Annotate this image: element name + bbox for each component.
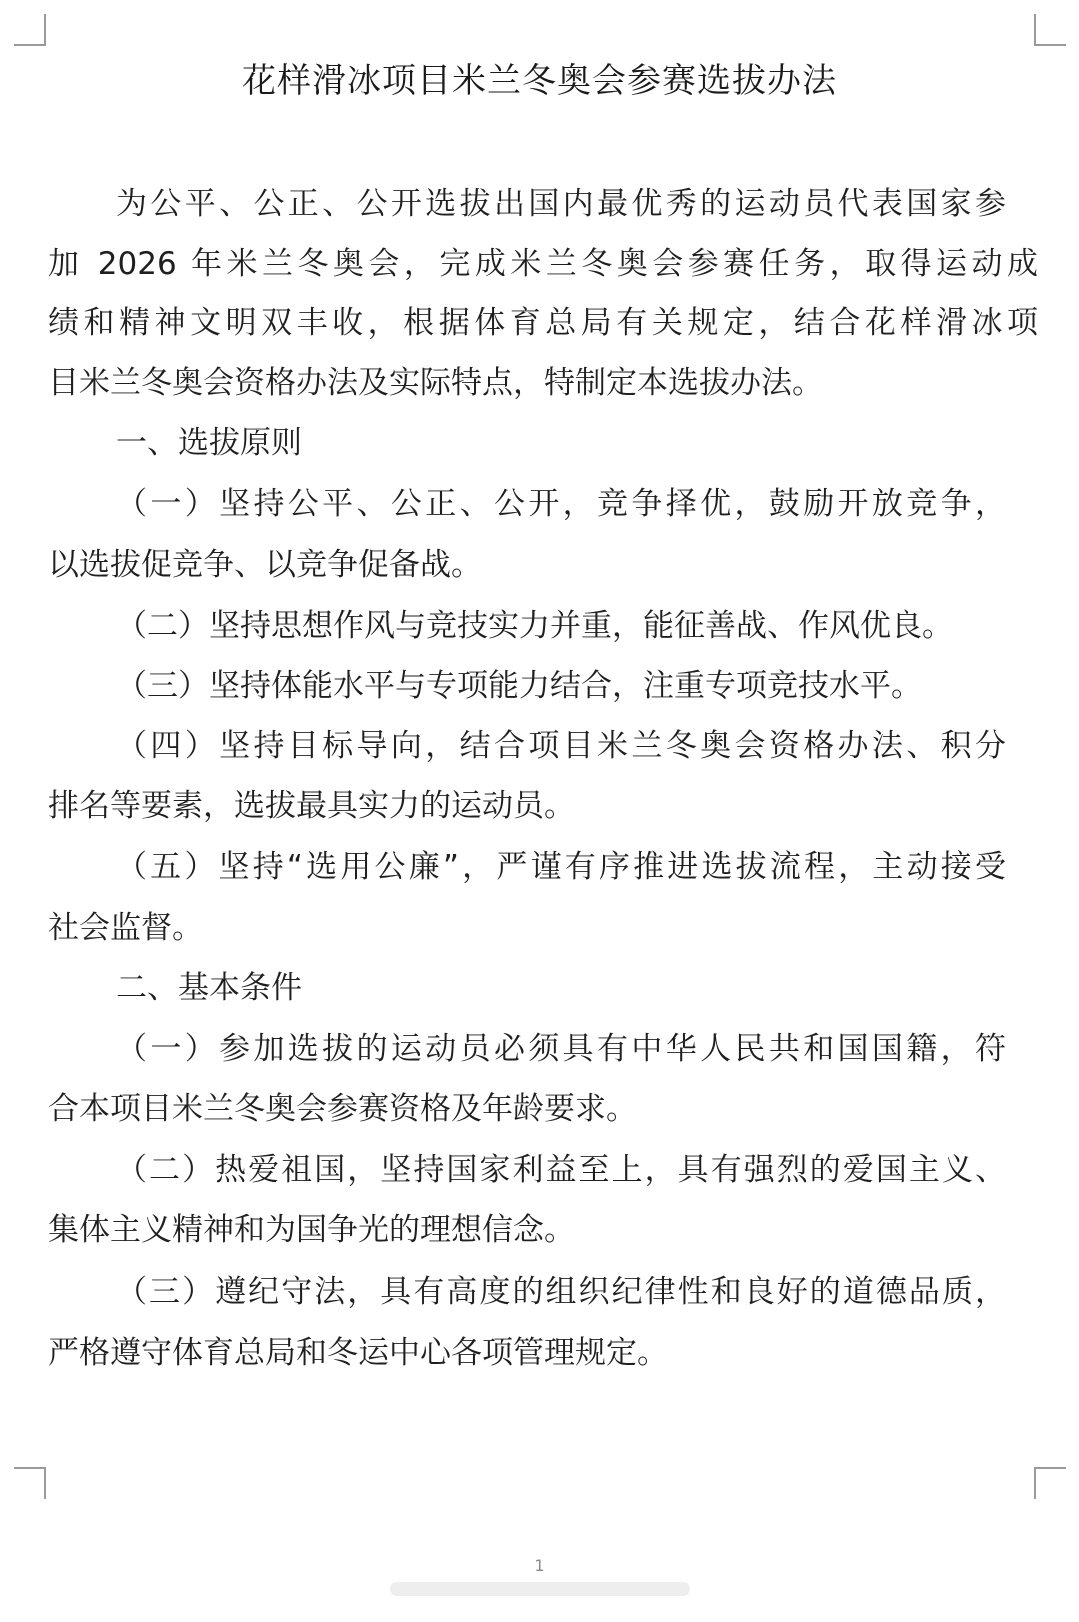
- paragraph-line: 合本项目米兰冬奥会参赛资格及年龄要求。: [48, 1091, 637, 1127]
- page-bottom-shadow: [390, 1582, 690, 1596]
- paragraph-line: 绩和精神文明双丰收，根据体育总局有关规定，结合花样滑冰项: [48, 305, 1038, 341]
- page-number: 1: [534, 1556, 545, 1575]
- paragraph-line: （二）热爱祖国，坚持国家利益至上，具有强烈的爱国主义、: [116, 1152, 1006, 1188]
- crop-mark-bottom-right: [1034, 1467, 1066, 1499]
- paragraph-line: （一）参加选拔的运动员必须具有中华人民共和国国籍，符: [116, 1031, 1006, 1067]
- paragraph-line: （一）坚持公平、公正、公开，竞争择优，鼓励开放竞争，: [116, 486, 1006, 522]
- section-heading: 二、基本条件: [116, 970, 302, 1006]
- paragraph-line: 排名等要素，选拔最具实力的运动员。: [48, 788, 575, 824]
- paragraph-line: （三）遵纪守法，具有高度的组织纪律性和良好的道德品质，: [116, 1274, 1006, 1310]
- paragraph-line: 以选拔促竞争、以竞争促备战。: [48, 547, 482, 583]
- document-title: 花样滑冰项目米兰冬奥会参赛选拔办法: [242, 61, 837, 101]
- crop-mark-bottom-left: [14, 1467, 46, 1499]
- paragraph-line: 集体主义精神和为国争光的理想信念。: [48, 1212, 575, 1248]
- paragraph-line: 社会监督。: [48, 910, 203, 946]
- section-heading: 一、选拔原则: [116, 425, 302, 461]
- paragraph-line: （五）坚持“选用公廉”，严谨有序推进选拔流程，主动接受: [116, 849, 1006, 885]
- paragraph-line: 为公平、公正、公开选拔出国内最优秀的运动员代表国家参: [116, 186, 1006, 222]
- paragraph-line: 目米兰冬奥会资格办法及实际特点，特制定本选拔办法。: [48, 365, 823, 401]
- paragraph-line: （三）坚持体能水平与专项能力结合，注重专项竞技水平。: [116, 668, 922, 704]
- paragraph-line: 严格遵守体育总局和冬运中心各项管理规定。: [48, 1335, 668, 1371]
- crop-mark-top-right: [1034, 14, 1066, 46]
- paragraph-line: （四）坚持目标导向，结合项目米兰冬奥会资格办法、积分: [116, 728, 1006, 764]
- paragraph-line: 加 2026 年米兰冬奥会，完成米兰冬奥会参赛任务，取得运动成: [48, 246, 1038, 282]
- crop-mark-top-left: [14, 14, 46, 46]
- paragraph-line: （二）坚持思想作风与竞技实力并重，能征善战、作风优良。: [116, 608, 953, 644]
